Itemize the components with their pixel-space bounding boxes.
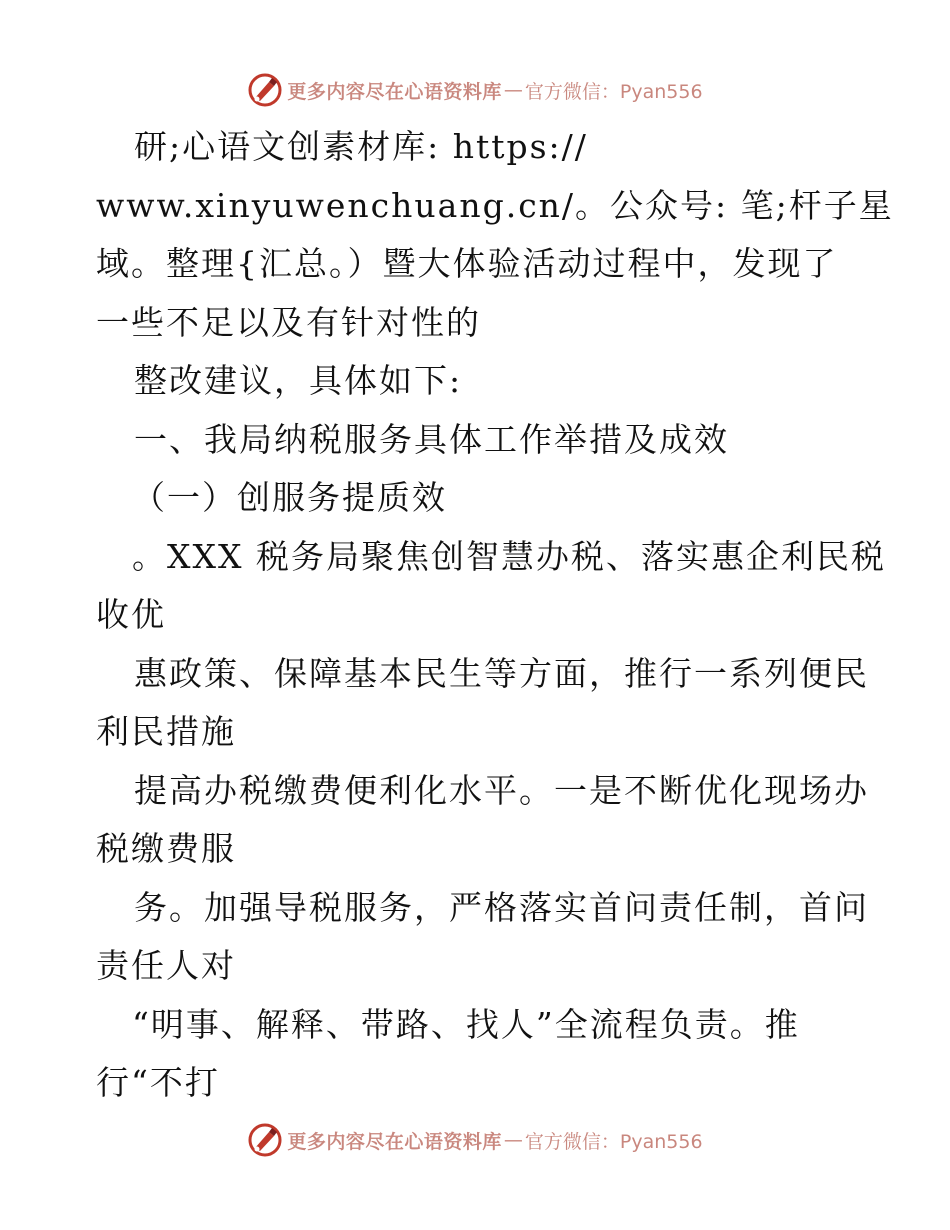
body-line-16: “明事、解释、带路、找人”全流程负责。推 — [132, 1004, 800, 1044]
body-line-8: 。XXX 税务局聚焦创智慧办税、落实惠企利民税 — [132, 536, 886, 576]
footer-banner — [0, 1118, 950, 1162]
header-banner — [0, 68, 950, 112]
body-line-14: 务。加强导税服务，严格落实首问责任制，首问 — [134, 887, 869, 927]
body-line-12: 提高办税缴费便利化水平。一是不断优化现场办 — [134, 770, 869, 810]
body-line-15: 责任人对 — [96, 946, 236, 985]
header-dash: — — [503, 79, 523, 101]
body-line-9: 收优 — [96, 595, 166, 634]
footer-dash: — — [503, 1129, 523, 1151]
footer-wechat-text: 官方微信：Pyan556 — [524, 1130, 703, 1153]
subsection-heading: （一）创服务提质效 — [132, 478, 447, 517]
pen-logo-icon — [247, 72, 283, 108]
body-line-1: 研;心语文创素材库: https:// — [134, 127, 588, 166]
footer-promo-text: 更多内容尽在心语资料库 — [287, 1130, 502, 1153]
header-promo-text: 更多内容尽在心语资料库 — [287, 80, 502, 103]
header-wechat-text: 官方微信：Pyan556 — [524, 80, 703, 103]
body-line-4: 一些不足以及有针对性的 — [96, 302, 481, 342]
pen-logo-icon — [247, 1122, 283, 1158]
document-body — [96, 118, 894, 1113]
body-line-17: 行“不打 — [96, 1063, 220, 1102]
body-line-13: 税缴费服 — [96, 829, 236, 868]
body-line-2: www.xinyuwenchuang.cn/。公众号: 笔;杆子星 — [96, 185, 894, 225]
section-heading: 一、我局纳税服务具体工作举措及成效 — [134, 419, 729, 459]
body-line-3: 域。整理{汇总。）暨大体验活动过程中，发现了 — [96, 244, 838, 283]
body-line-11: 利民措施 — [96, 712, 236, 751]
body-line-5: 整改建议，具体如下: — [134, 361, 463, 400]
body-line-10: 惠政策、保障基本民生等方面，推行一系列便民 — [134, 653, 869, 693]
